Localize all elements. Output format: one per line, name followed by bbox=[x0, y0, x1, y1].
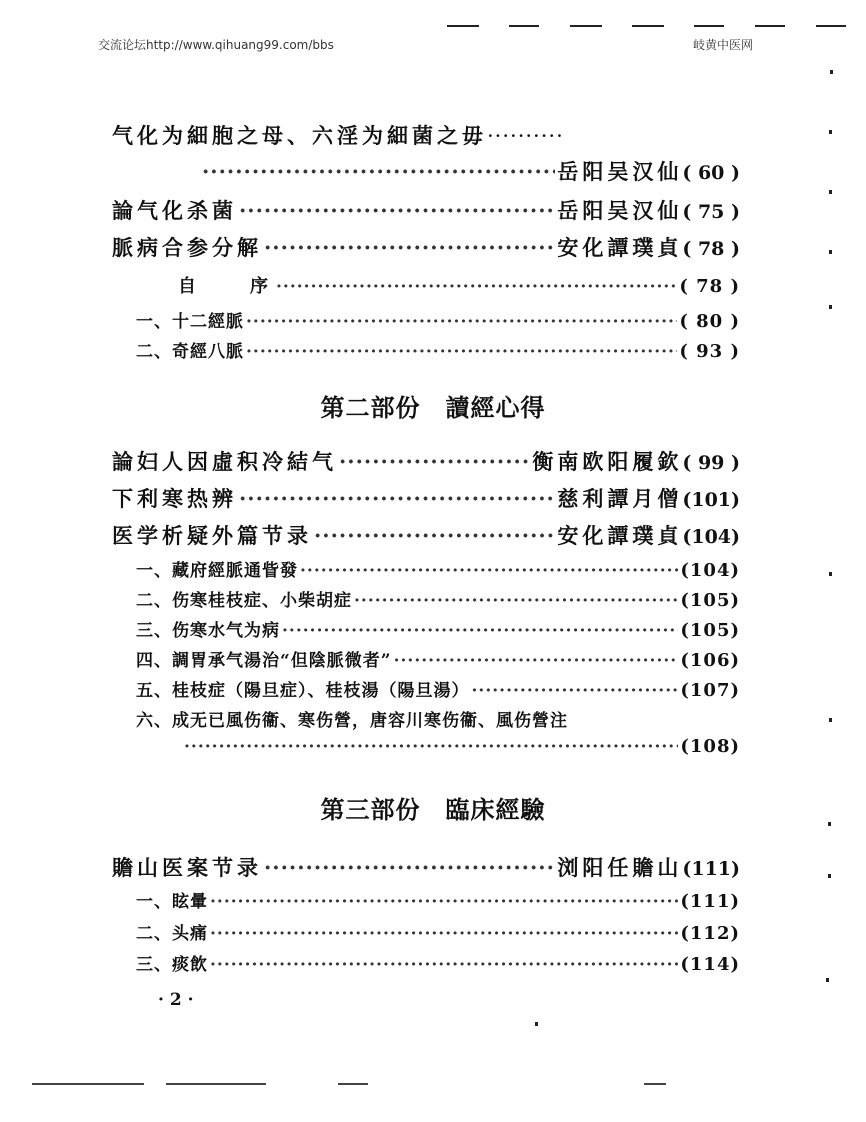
page-number: · 2 · bbox=[158, 990, 194, 1010]
entry-title: 二、伤寒桂枝症、小柴胡症 bbox=[136, 591, 352, 611]
toc-entry-s3-0 bbox=[112, 852, 740, 882]
entry-title: 論气化杀菌 bbox=[112, 198, 237, 223]
entry-page: ( 78 ) bbox=[679, 276, 740, 297]
entry-page: (101) bbox=[682, 489, 740, 511]
toc-entry-0: 气化为細胞之母、六淫为細菌之毋·········· bbox=[112, 123, 564, 148]
entry-title: 气化为細胞之母、六淫为細菌之毋 bbox=[112, 123, 487, 148]
entry-page: (114) bbox=[680, 954, 740, 975]
entry-page: ( 60 ) bbox=[682, 162, 740, 184]
toc-entry-s2-4 bbox=[136, 586, 740, 611]
entry-title: 贍山医案节录 bbox=[112, 855, 262, 880]
section-2-title: 第二部份 讀經心得 bbox=[320, 394, 546, 422]
entry-title: 下利寒热辨 bbox=[112, 486, 237, 511]
entry-title: 三、痰飲 bbox=[136, 955, 208, 975]
entry-page: (105) bbox=[680, 590, 740, 611]
entry-page: ( 99 ) bbox=[682, 452, 740, 474]
entry-title: 五、桂枝症（陽旦症）、桂枝湯（陽旦湯） bbox=[136, 681, 470, 701]
entry-page: (111) bbox=[682, 858, 740, 880]
entry-title: 一、藏府經脈通眥發 bbox=[136, 561, 298, 581]
entry-page: (108) bbox=[680, 736, 740, 757]
entry-page: (105) bbox=[680, 620, 740, 641]
entry-author: 岳阳吴汉仙 bbox=[557, 159, 683, 184]
toc-entry-s2-8-cont bbox=[182, 736, 740, 757]
toc-entry-2 bbox=[112, 232, 740, 262]
toc-entry-4 bbox=[136, 307, 740, 332]
toc-entry-s2-5 bbox=[136, 616, 740, 641]
entry-author: 浏阳任贍山 bbox=[557, 855, 683, 880]
entry-title: 二、奇經八脈 bbox=[136, 342, 244, 362]
entry-title: 論妇人因虛积冷結气 bbox=[112, 449, 337, 474]
toc-entry-s3-1 bbox=[136, 887, 740, 912]
entry-author: 岳阳吴汉仙 bbox=[557, 198, 683, 223]
toc-entry-s2-6 bbox=[136, 646, 740, 671]
entry-title: 三、伤寒水气为病 bbox=[136, 621, 280, 641]
entry-page: ( 80 ) bbox=[679, 311, 740, 332]
entry-page: (106) bbox=[680, 650, 740, 671]
toc-entry-s2-1 bbox=[112, 483, 740, 513]
header-source-url: 交流论坛http://www.qihuang99.com/bbs bbox=[98, 38, 334, 52]
entry-author: 安化譚璞貞 bbox=[557, 523, 683, 548]
toc-entry-s2-3 bbox=[136, 556, 740, 581]
entry-page: (104) bbox=[682, 526, 740, 548]
toc-entry-s2-7 bbox=[136, 676, 740, 701]
entry-title: 医学析疑外篇节录 bbox=[112, 523, 312, 548]
entry-title: 自 序 bbox=[178, 276, 274, 297]
header-site-name: 岐黄中医网 bbox=[693, 38, 754, 52]
section-3-title: 第三部份 臨床經驗 bbox=[320, 796, 546, 824]
entry-title: 一、眩暈 bbox=[136, 892, 208, 912]
toc-entry-s2-8 bbox=[136, 706, 568, 731]
entry-title: 脈病合参分解 bbox=[112, 235, 262, 260]
entry-page: (107) bbox=[680, 680, 740, 701]
toc-entry-s3-2 bbox=[136, 919, 740, 944]
entry-author: 慈利譚月僧 bbox=[557, 486, 683, 511]
entry-title: 二、头痛 bbox=[136, 924, 208, 944]
entry-title: 六、成无已風伤衞、寒伤營，唐容川寒伤衞、風伤營注 bbox=[136, 711, 568, 731]
toc-entry-1 bbox=[112, 195, 740, 225]
toc-entry-5 bbox=[136, 337, 740, 362]
entry-page: (111) bbox=[680, 891, 740, 912]
entry-title: 四、調胃承气湯治“但陰脈微者” bbox=[136, 651, 392, 671]
entry-title: 一、十二經脈 bbox=[136, 312, 244, 332]
entry-page: ( 78 ) bbox=[682, 238, 740, 260]
toc-entry-s2-0 bbox=[112, 446, 740, 476]
entry-page: ( 75 ) bbox=[682, 201, 740, 223]
toc-entry-s2-2 bbox=[112, 520, 740, 550]
entry-page: (112) bbox=[680, 923, 740, 944]
entry-page: ( 93 ) bbox=[679, 341, 740, 362]
entry-page: (104) bbox=[680, 560, 740, 581]
toc-entry-3 bbox=[178, 272, 740, 298]
entry-author: 安化譚璞貞 bbox=[557, 235, 683, 260]
entry-author: 衡南欧阳履欽 bbox=[532, 449, 683, 474]
toc-entry-0-cont bbox=[200, 156, 740, 186]
toc-entry-s3-3 bbox=[136, 950, 740, 975]
